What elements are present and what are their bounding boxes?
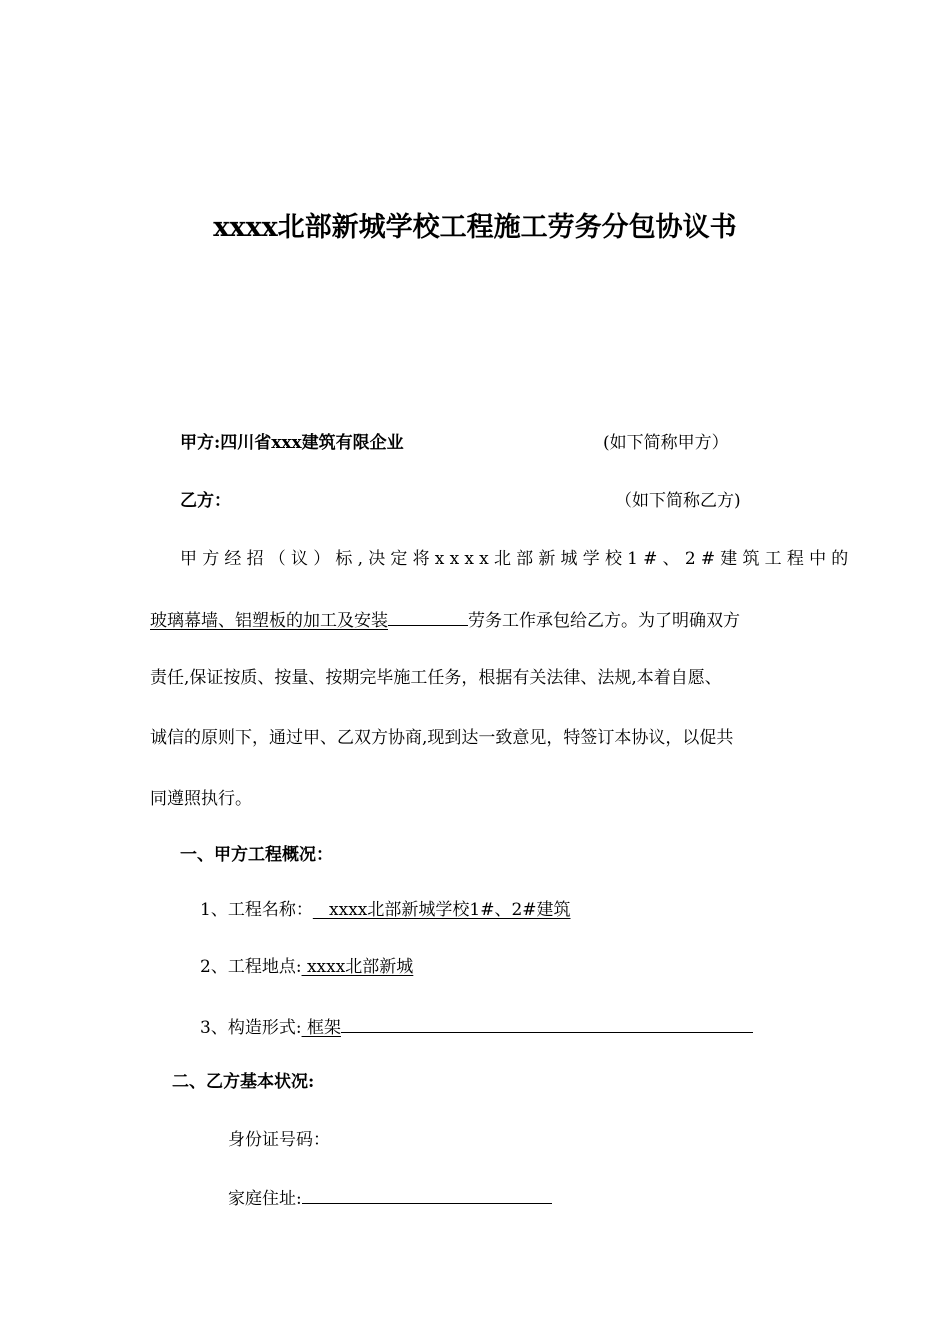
party-a-note: (如下简称甲方）	[603, 433, 729, 453]
intro-scope-underlined: 玻璃幕墙、铝塑板的加工及安装	[150, 611, 388, 631]
project-location-label: 2、工程地点:	[200, 957, 302, 977]
section-1-heading: 一、甲方工程概况：	[180, 845, 333, 865]
home-address-blank	[302, 1185, 552, 1204]
intro-line-2-rest: 劳务工作承包给乙方。为了明确双方	[468, 611, 740, 631]
party-b-note: （如下简称乙方)	[615, 491, 741, 511]
structure-type-row	[200, 1014, 753, 1039]
home-address-label: 家庭住址:	[228, 1189, 302, 1209]
party-a-label: 甲方:四川省xxx建筑有限企业	[180, 433, 404, 453]
section-2-heading: 二、乙方基本状况:	[172, 1072, 315, 1092]
project-location-value: xxxx北部新城	[301, 957, 414, 977]
structure-type-value: 框架	[301, 1018, 341, 1038]
project-name-value: xxxx北部新城学校1#、2#建筑	[312, 900, 571, 920]
structure-type-blank	[341, 1014, 753, 1033]
intro-line-3: 责任,保证按质、按量、按期完毕施工任务，根据有关法律、法规,本着自愿、	[150, 668, 722, 688]
intro-line-1: 甲方经招（议）标,决定将xxxx北部新城学校1#、2#建筑工程中的	[180, 549, 854, 569]
intro-line-4: 诚信的原则下，通过甲、乙双方协商,现到达一致意见，特签订本协议，以促共	[150, 728, 734, 748]
intro-line-2	[150, 607, 740, 632]
project-location-row	[200, 956, 413, 978]
home-address-row	[228, 1185, 552, 1210]
structure-type-label: 3、构造形式:	[200, 1018, 302, 1038]
id-number-label: 身份证号码：	[228, 1130, 330, 1150]
intro-line-5: 同遵照执行。	[150, 789, 252, 809]
project-name-label: 1、工程名称：	[200, 900, 313, 920]
party-b-label: 乙方：	[180, 491, 231, 511]
project-name-row	[200, 899, 571, 921]
document-title: xxxx北部新城学校工程施工劳务分包协议书	[213, 212, 737, 243]
intro-scope-blank	[388, 607, 468, 626]
